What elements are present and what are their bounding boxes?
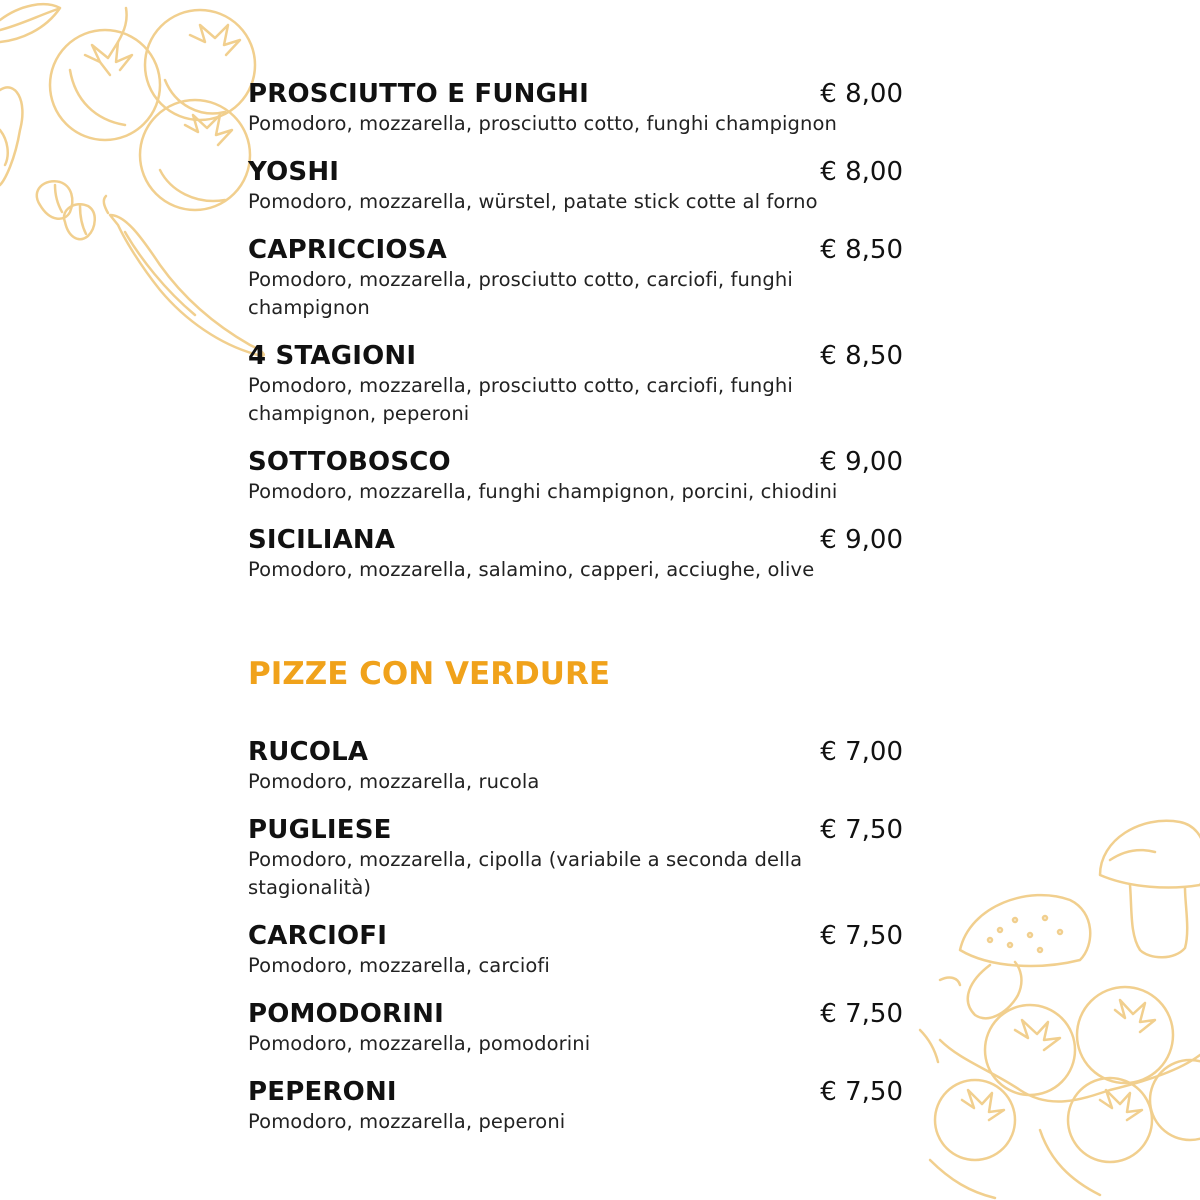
item-price: € 9,00 [820, 525, 903, 555]
section-title: PIZZE CON VERDURE [248, 656, 611, 692]
item-name: SICILIANA [248, 525, 396, 555]
item-name: CAPRICCIOSA [248, 235, 447, 265]
menu-item [248, 340, 918, 428]
item-description: Pomodoro, mozzarella, prosciutto cotto, carciofi, funghi champignon [248, 268, 793, 319]
item-description: Pomodoro, mozzarella, cipolla (variabile a seconda della stagionalità) [248, 848, 803, 899]
item-price: € 7,50 [820, 999, 903, 1029]
menu-item [248, 524, 918, 584]
menu-item [248, 446, 918, 506]
item-name: 4 STAGIONI [248, 341, 417, 371]
item-price: € 7,50 [820, 1077, 903, 1107]
item-name: SOTTOBOSCO [248, 447, 451, 477]
item-price: € 7,50 [820, 921, 903, 951]
item-name: PROSCIUTTO E FUNGHI [248, 79, 590, 109]
menu-item [248, 736, 918, 796]
item-description: Pomodoro, mozzarella, pomodorini [248, 1032, 591, 1055]
item-price: € 9,00 [820, 447, 903, 477]
item-description: Pomodoro, mozzarella, prosciutto cotto, funghi champignon [248, 112, 837, 135]
item-description: Pomodoro, mozzarella, würstel, patate stick cotte al forno [248, 190, 818, 213]
menu-item [248, 78, 918, 138]
item-name: PUGLIESE [248, 815, 392, 845]
item-name: CARCIOFI [248, 921, 388, 951]
item-price: € 8,50 [820, 341, 903, 371]
vegetable-illustration-bottom-right [900, 800, 1200, 1200]
item-price: € 8,00 [820, 79, 903, 109]
menu-item [248, 814, 918, 902]
item-price: € 8,00 [820, 157, 903, 187]
item-name: PEPERONI [248, 1077, 397, 1107]
item-name: POMODORINI [248, 999, 444, 1029]
menu-section [248, 736, 918, 1136]
item-description: Pomodoro, mozzarella, prosciutto cotto, carciofi, funghi champignon, peperoni [248, 374, 793, 425]
item-description: Pomodoro, mozzarella, salamino, capperi, acciughe, olive [248, 558, 815, 581]
item-price: € 8,50 [820, 235, 903, 265]
menu-section [248, 78, 918, 584]
pizza-menu [248, 78, 918, 1154]
menu-item [248, 998, 918, 1058]
item-description: Pomodoro, mozzarella, funghi champignon, porcini, chiodini [248, 480, 838, 503]
menu-item [248, 920, 918, 980]
item-description: Pomodoro, mozzarella, rucola [248, 770, 540, 793]
item-name: RUCOLA [248, 737, 369, 767]
menu-item [248, 234, 918, 322]
item-price: € 7,50 [820, 815, 903, 845]
menu-item [248, 156, 918, 216]
item-description: Pomodoro, mozzarella, peperoni [248, 1110, 566, 1133]
item-name: YOSHI [248, 157, 340, 187]
item-description: Pomodoro, mozzarella, carciofi [248, 954, 550, 977]
menu-item [248, 1076, 918, 1136]
item-price: € 7,00 [820, 737, 903, 767]
